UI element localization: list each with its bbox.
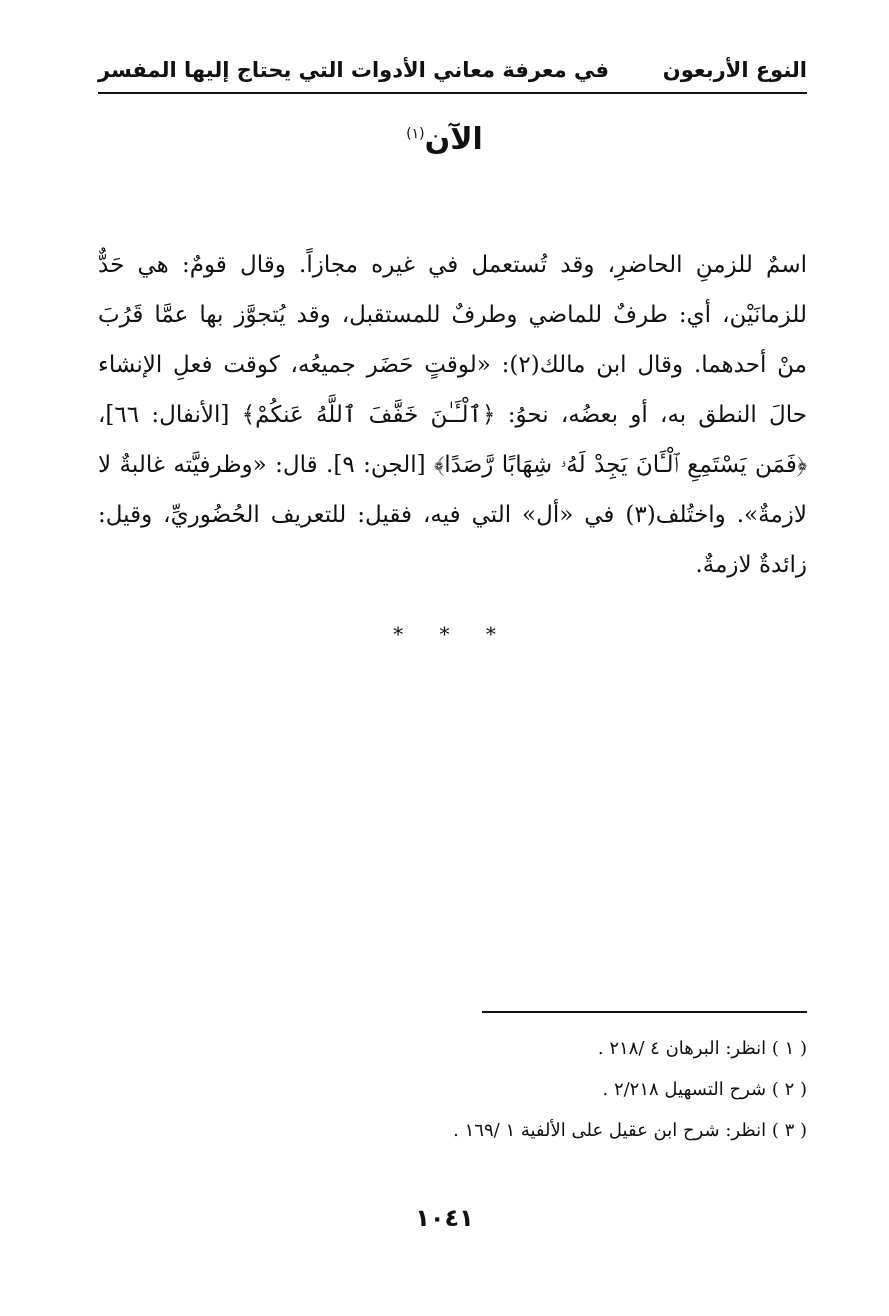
section-separator: * * * <box>393 622 496 646</box>
entry-body <box>98 240 807 590</box>
footnote-2: ( ٢ ) شرح التسهيل ٢/٢١٨ . <box>602 1079 807 1100</box>
footnote-3: ( ٣ ) انظر: شرح ابن عقيل على الألفية ١ /١٦٩ . <box>453 1120 807 1141</box>
running-header <box>98 48 807 94</box>
footnote-1: ( ١ ) انظر: البرهان ٤ /٢١٨ . <box>597 1038 807 1059</box>
footnotes <box>98 1028 807 1151</box>
title-footnote-mark: (١) <box>406 126 425 142</box>
header-chapter: النوع الأربعون <box>662 58 807 82</box>
footnote-rule <box>482 1011 807 1013</box>
header-topic: في معرفة معاني الأدوات التي يحتاج إليها المفسر <box>98 58 610 82</box>
entry-title <box>0 122 889 157</box>
entry-title-text: الآن <box>424 122 483 157</box>
page-number: ١٠٤١ <box>415 1204 474 1232</box>
body-paragraph: اسمٌ للزمنِ الحاضرِ، وقد تُستعمل في غيره مجازاً. وقال قومٌ: هي حَدٌّ للزمانَيْن، أي: طرفٌ للماضي وطرفٌ للمستقبل، وقد يُتجوَّز بها عمَّا قَرُبَ منْ أحدهما. وقال ابن مالك(٢): «لوقتٍ حَضَر جميعُه، كوقت فعلِ الإنشاء حالَ النطق به، أو بعضُه، نحوُ: ﴿ٱلْـَٔـٰنَ خَفَّفَ ٱللَّهُ عَنكُمْ﴾ [الأنفال: ٦٦]، ﴿فَمَن يَسْتَمِعِ ٱلْـَٔانَ يَجِدْ لَهُۥ شِهَابًا رَّصَدًا﴾ [الجن: ٩]. قال: «وظرفيَّته غالبةٌ لا لازمةٌ». واختُلف(٣) في «أل» التي فيه، فقيل: للتعريف الحُضُوريِّ، وقيل: زائدةٌ لازمةٌ. <box>98 252 808 578</box>
